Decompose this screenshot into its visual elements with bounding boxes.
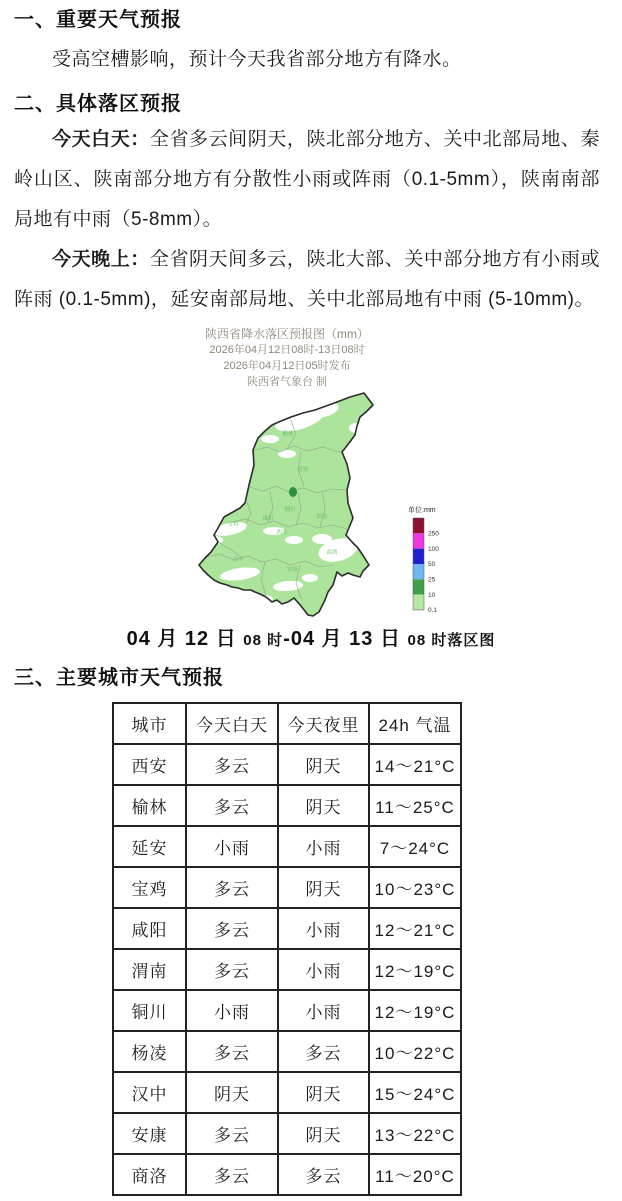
day-weather-cell: 小雨 [186, 826, 278, 867]
city-weather-table [112, 702, 462, 1196]
night-weather-cell: 小雨 [278, 908, 369, 949]
caption-hour-2: 08 时落区图 [407, 632, 496, 649]
night-forecast-paragraph [0, 240, 622, 320]
caption-date-1: 04 月 12 日 [126, 628, 244, 650]
region-label: 铜川 [284, 507, 296, 513]
caption-date-2: -04 月 13 日 [283, 628, 408, 650]
region-label: 榆林 [282, 431, 294, 437]
temperature-cell: 15～24°C [369, 1072, 461, 1113]
temperature-cell: 13～22°C [369, 1113, 461, 1154]
heavy-rain-spot [289, 487, 297, 497]
weather-report-page [0, 6, 622, 1201]
city-cell: 铜川 [113, 990, 186, 1031]
table-row [113, 908, 461, 949]
map-issue-time: 2026年04月12日05时发布 [223, 360, 351, 372]
map-title: 陕西省降水落区预报图（mm） [205, 327, 369, 341]
day-weather-cell: 多云 [186, 744, 278, 785]
city-cell: 宝鸡 [113, 867, 186, 908]
city-cell: 汉中 [113, 1072, 186, 1113]
day-weather-cell: 多云 [186, 785, 278, 826]
daytime-label: 今天白天： [52, 129, 150, 150]
temperature-cell: 10～23°C [369, 867, 461, 908]
city-cell: 杨凌 [113, 1031, 186, 1072]
region-label: 延安 [297, 467, 309, 473]
city-cell: 咸阳 [113, 908, 186, 949]
temperature-cell: 11～20°C [369, 1154, 461, 1195]
region-label: 宝鸡 [227, 522, 239, 528]
region-label: 汉中 [232, 557, 244, 563]
day-weather-cell: 多云 [186, 1113, 278, 1154]
night-weather-cell: 阴天 [278, 867, 369, 908]
table-row [113, 1154, 461, 1195]
legend-segment [413, 518, 424, 533]
legend-segment [413, 595, 424, 610]
day-weather-cell: 多云 [186, 949, 278, 990]
legend-segment [413, 533, 424, 548]
night-weather-cell: 阴天 [278, 1072, 369, 1113]
column-header-1: 今天白天 [186, 703, 278, 744]
night-weather-cell: 小雨 [278, 990, 369, 1031]
legend-tick-label: 100 [428, 545, 439, 553]
precipitation-map [170, 390, 470, 640]
legend-segment [413, 564, 424, 579]
temperature-cell: 12～19°C [369, 990, 461, 1031]
legend-segment [413, 549, 424, 564]
day-weather-cell: 多云 [186, 908, 278, 949]
night-label: 今天晚上： [52, 249, 150, 270]
city-cell: 渭南 [113, 949, 186, 990]
temperature-cell: 10～22°C [369, 1031, 461, 1072]
temperature-cell: 12～19°C [369, 949, 461, 990]
city-cell: 商洛 [113, 1154, 186, 1195]
night-weather-cell: 多云 [278, 1031, 369, 1072]
city-cell: 榆林 [113, 785, 186, 826]
night-text: 全省阴天间多云，陕北大部、关中部分地方有小雨或阵雨 (0.1-5mm)，延安南部局地、关中北部局地有中雨 (5-10mm)。 [14, 249, 600, 310]
column-header-2: 今天夜里 [278, 703, 369, 744]
temperature-cell: 7～24°C [369, 826, 461, 867]
table-row [113, 744, 461, 785]
day-weather-cell: 小雨 [186, 990, 278, 1031]
table-header-row [113, 703, 461, 744]
section-3-heading: 三、主要城市天气预报 [14, 667, 224, 689]
table-row [113, 826, 461, 867]
column-header-0: 城市 [113, 703, 186, 744]
night-weather-cell: 阴天 [278, 1113, 369, 1154]
city-cell: 西安 [113, 744, 186, 785]
legend-tick-label: 250 [428, 530, 439, 538]
table-row [113, 785, 461, 826]
map-valid-period: 2026年04月12日08时-13日08时 [209, 344, 365, 356]
caption-hour-1: 08 时 [243, 632, 284, 649]
day-weather-cell: 多云 [186, 1154, 278, 1195]
section-2-heading: 二、具体落区预报 [14, 93, 182, 115]
night-weather-cell: 多云 [278, 1154, 369, 1195]
night-weather-cell: 小雨 [278, 826, 369, 867]
summary-paragraph: 受高空槽影响，预计今天我省部分地方有降水。 [52, 49, 462, 70]
table-row [113, 867, 461, 908]
map-credit: 陕西省气象台 制 [246, 376, 328, 388]
table-row [113, 949, 461, 990]
day-weather-cell: 多云 [186, 1031, 278, 1072]
map-caption [0, 626, 622, 654]
table-row [113, 1113, 461, 1154]
night-weather-cell: 阴天 [278, 785, 369, 826]
table-row [113, 990, 461, 1031]
legend-tick-label: 50 [428, 561, 436, 569]
temperature-cell: 14～21°C [369, 744, 461, 785]
legend-tick-label: 0.1 [428, 607, 438, 615]
region-label: 西安 [276, 530, 288, 536]
map-legend [408, 505, 439, 614]
city-cell: 安康 [113, 1113, 186, 1154]
region-label: 咸阳 [262, 516, 274, 522]
table-row [113, 1031, 461, 1072]
day-weather-cell: 阴天 [186, 1072, 278, 1113]
section-1-heading: 一、重要天气预报 [14, 9, 182, 31]
legend-tick-label: 10 [428, 591, 436, 599]
map-title-block [137, 326, 437, 390]
region-label: 商洛 [326, 550, 338, 556]
legend-tick-label: 25 [428, 576, 436, 584]
table-row [113, 1072, 461, 1113]
region-label: 渭南 [316, 514, 328, 520]
night-weather-cell: 阴天 [278, 744, 369, 785]
daytime-text: 全省多云间阴天，陕北部分地方、关中北部局地、秦岭山区、陕南部分地方有分散性小雨或阵雨（0.1-5mm），陕南南部局地有中雨（5-8mm）。 [14, 129, 600, 230]
day-weather-cell: 多云 [186, 867, 278, 908]
column-header-3: 24h 气温 [369, 703, 461, 744]
daytime-forecast-paragraph [0, 120, 622, 240]
night-weather-cell: 小雨 [278, 949, 369, 990]
region-label: 安康 [286, 567, 298, 573]
temperature-cell: 11～25°C [369, 785, 461, 826]
city-cell: 延安 [113, 826, 186, 867]
legend-unit-label: 单位:mm [408, 507, 436, 514]
legend-segment [413, 579, 424, 594]
temperature-cell: 12～21°C [369, 908, 461, 949]
